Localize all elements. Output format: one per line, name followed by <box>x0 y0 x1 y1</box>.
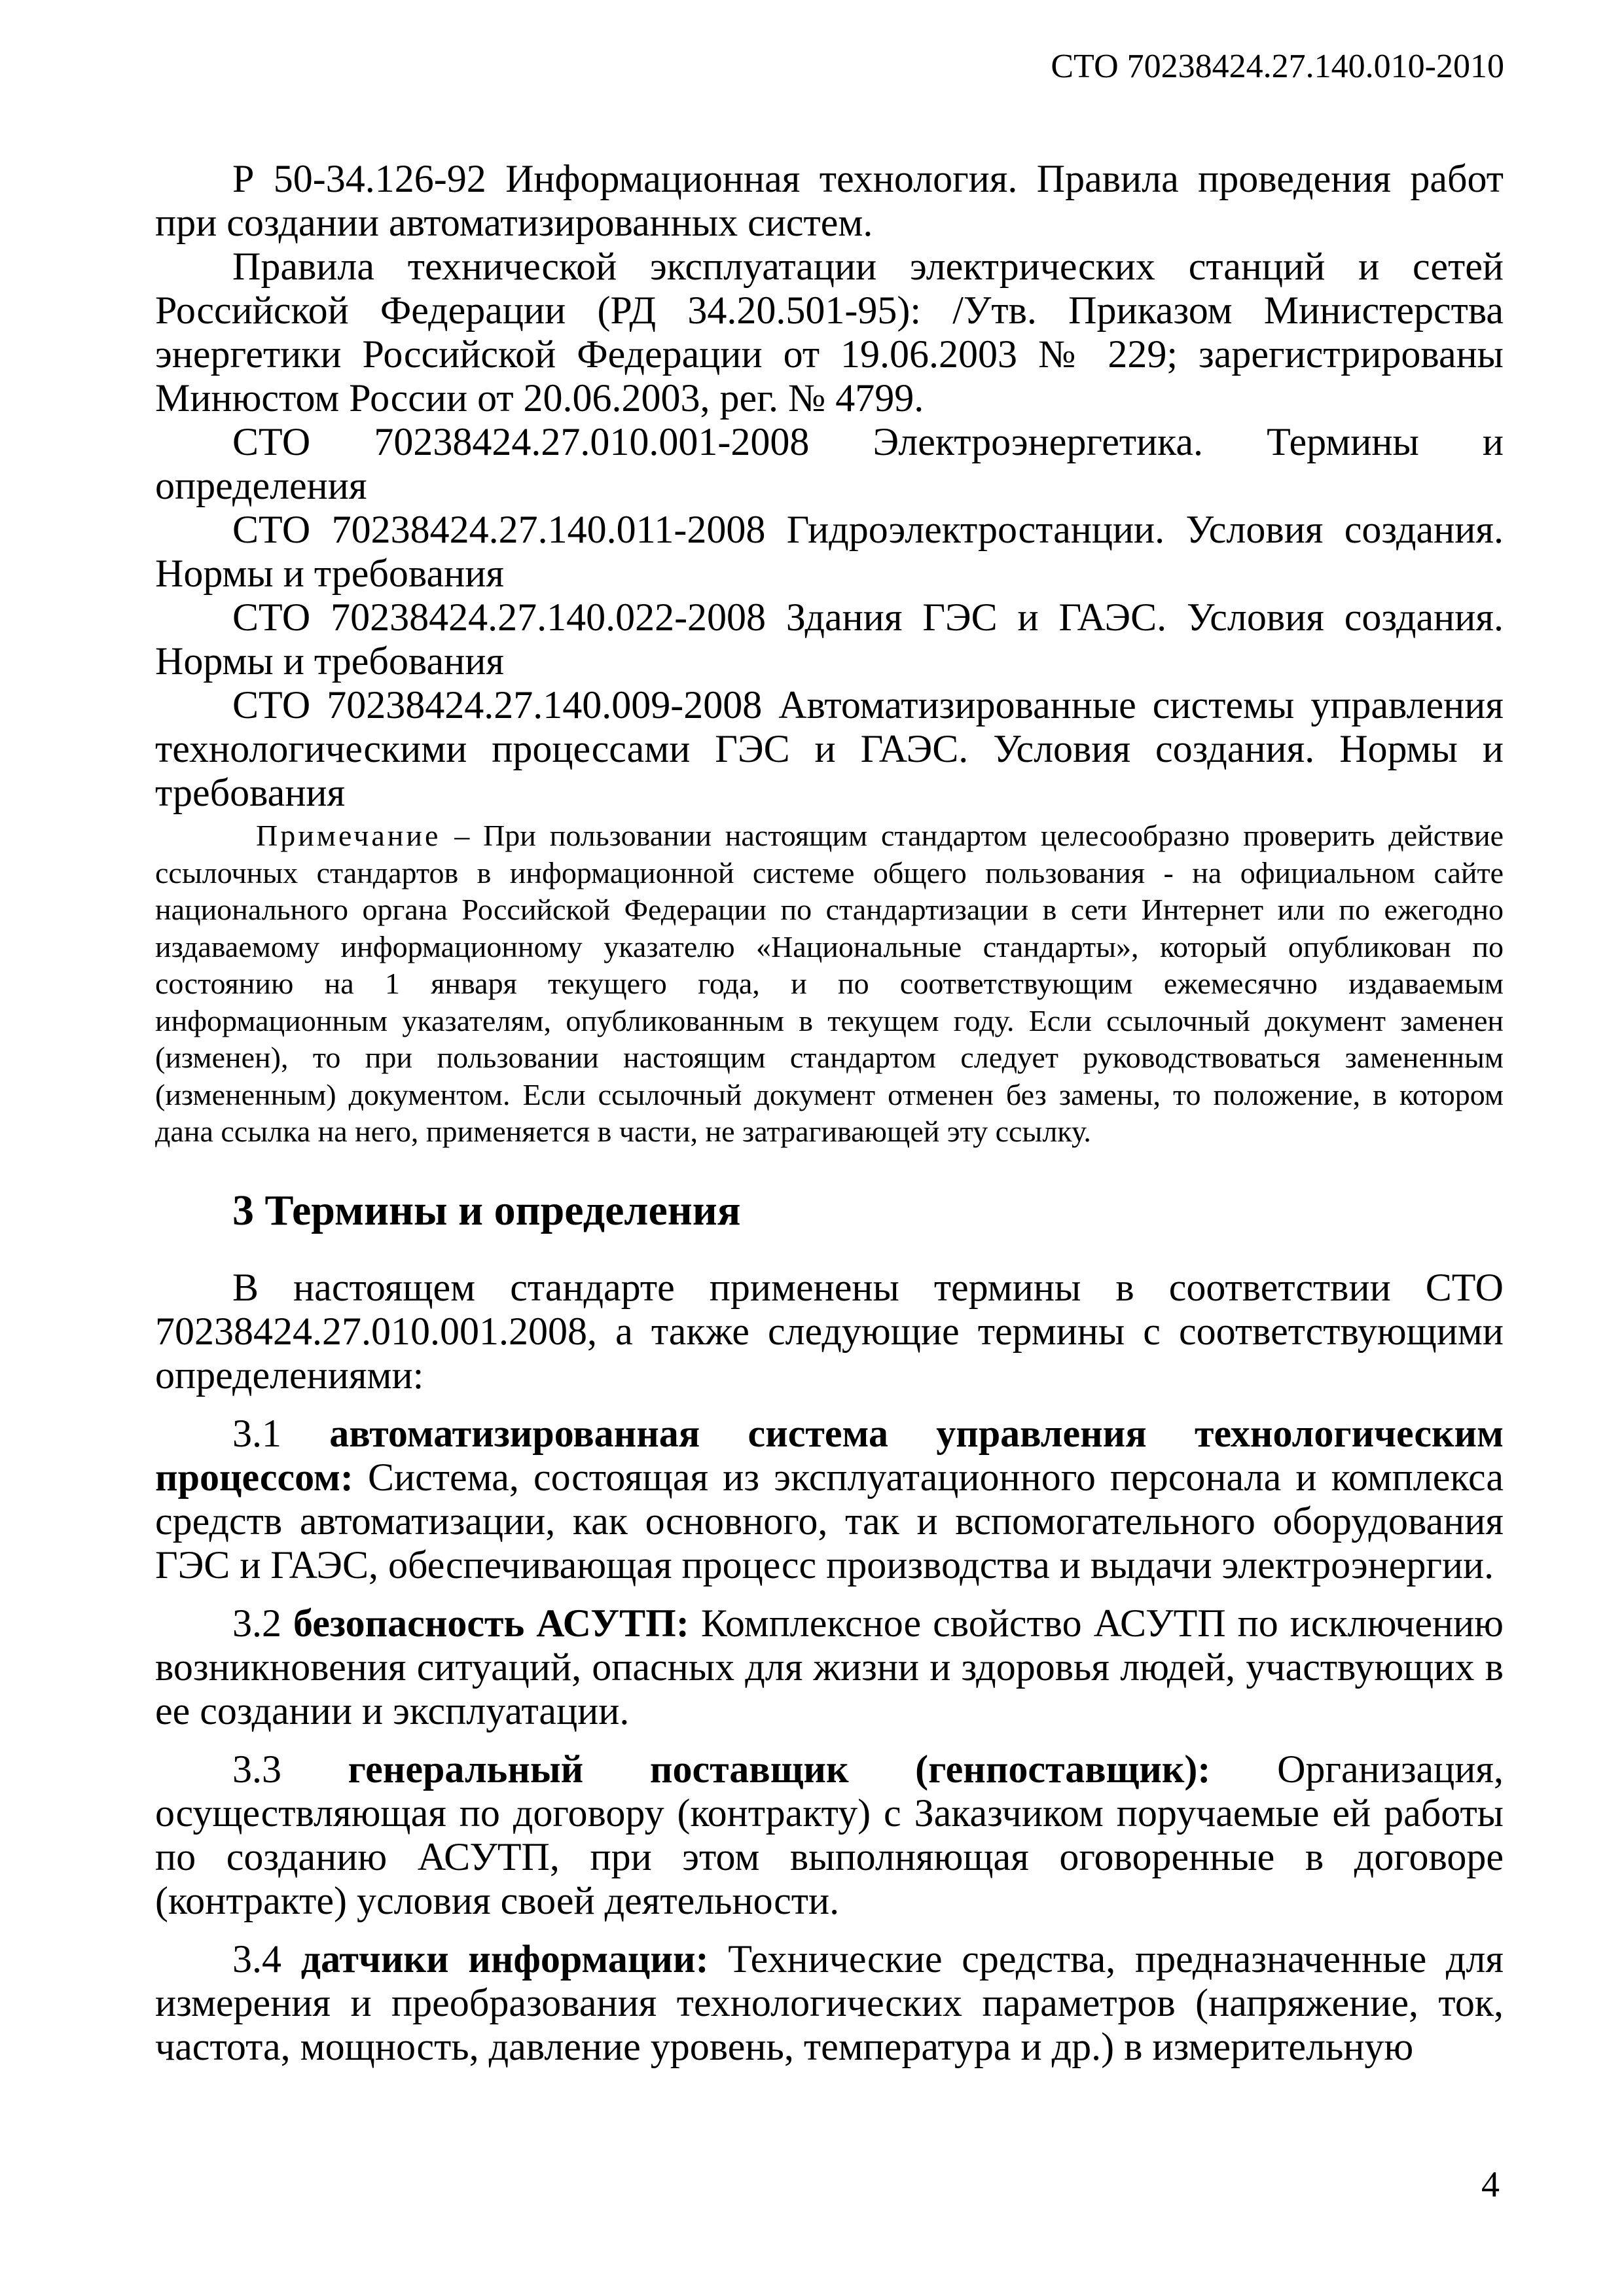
reference-item: СТО 70238424.27.140.011-2008 Гидроэлектростанции. Условия создания. Нормы и требования <box>155 508 1504 595</box>
section-title: 3 Термины и определения <box>232 1186 741 1234</box>
reference-item: Р 50-34.126-92 Информационная технология. Правила проведения работ при создании автоматизированных систем. <box>155 157 1504 244</box>
reference-item: СТО 70238424.27.010.001-2008 Электроэнергетика. Термины и определения <box>155 420 1504 507</box>
term-definition-text: Комплексное свойство АСУТП по исключению возникновения ситуаций, опасных для жизни и здоровья людей, участвующих в ее создании и эксплуатации. <box>155 1601 1504 1732</box>
term-definition <box>155 1748 1504 1923</box>
section-intro: В настоящем стандарте применены термины в соответствии СТО 70238424.27.010.001.2008, а также следующие термины с соответствующими определениями: <box>155 1265 1504 1397</box>
reference-item: СТО 70238424.27.140.022-2008 Здания ГЭС и ГАЭС. Условия создания. Нормы и требования <box>155 596 1504 683</box>
term-name: безопасность АСУТП: <box>293 1601 689 1645</box>
term-definition <box>155 1602 1504 1733</box>
references-list <box>155 157 1504 815</box>
document-code-header: СТО 70238424.27.140.010-2010 <box>1051 48 1504 85</box>
page-content <box>155 157 1504 2069</box>
term-name: автоматизированная система управления технологическим процессом: <box>155 1411 1504 1499</box>
term-definition-text: Система, состоящая из эксплуатационного персонала и комплекса средств автоматизации, как основного, так и вспомогательного оборудования ГЭС и ГАЭС, обеспечивающая процесс производства и выдачи электроэнергии. <box>155 1455 1504 1587</box>
term-name: генеральный поставщик (генпоставщик): <box>348 1747 1211 1791</box>
reference-item: СТО 70238424.27.140.009-2008 Автоматизированные системы управления технологическими процессами ГЭС и ГАЭС. Условия создания. Нормы и требования <box>155 683 1504 814</box>
term-definition <box>155 1937 1504 2069</box>
term-definition-text: Технические средства, предназначенные для измерения и преобразования технологических параметров (напряжение, ток, частота, мощность, давление уровень, температура и др.) в измерительную <box>155 1937 1504 2068</box>
term-definition <box>155 1412 1504 1587</box>
note-paragraph <box>155 817 1504 1151</box>
note-text: – При пользовании настоящим стандартом целесообразно проверить действие ссылочных стандартов в информационной системе общего пользования - на официальном сайте национального органа Российской Федерации по стандартизации в сети Интернет или по ежегодно издаваемому информационному указателю «Национальные стандарты», который опубликован по состоянию на 1 января текущего года, и по соответствующим ежемесячно издаваемым информационным указателям, опубликованным в текущем году. Если ссылочный документ заменен (изменен), то при пользовании настоящим стандартом следует руководствоваться замененным (измененным) документом. Если ссылочный документ отменен без замены, то положение, в котором дана ссылка на него, применяется в части, не затрагивающей эту ссылку. <box>155 819 1504 1148</box>
term-number: 3.1 <box>232 1411 330 1455</box>
term-number: 3.3 <box>232 1747 348 1791</box>
term-name: датчики информации: <box>300 1937 709 1981</box>
term-definition-text: Организация, осуществляющая по договору (контракту) с Заказчиком поручаемые ей работы по созданию АСУТП, при этом выполняющая оговоренные в договоре (контракте) условия своей деятельности. <box>155 1747 1504 1922</box>
note-label: Примечание <box>256 819 441 852</box>
term-number: 3.2 <box>232 1601 294 1645</box>
term-number: 3.4 <box>232 1937 301 1981</box>
reference-item: Правила технической эксплуатации электрических станций и сетей Российской Федерации (РД 34.20.501-95): /Утв. Приказом Министерства энергетики Российской Федерации от 19.06.2003 № 229; зарегистрированы Минюстом России от 20.06.2003, рег. № 4799. <box>155 245 1504 420</box>
page-number: 4 <box>1481 2164 1500 2205</box>
